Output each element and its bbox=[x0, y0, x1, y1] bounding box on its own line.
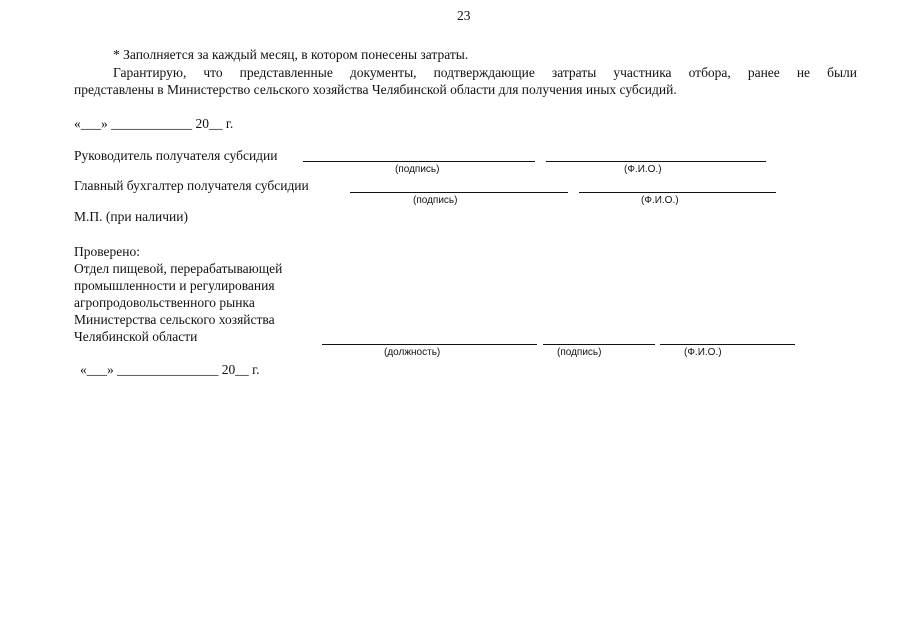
date-month: ____________ bbox=[111, 116, 193, 131]
guarantee-line-2: представлены в Министерство сельского хозяйства Челябинской области для получения иных субсидий. bbox=[74, 82, 677, 97]
date-year: 20__ bbox=[195, 116, 223, 131]
verifier-position-line bbox=[322, 344, 537, 345]
date-line-bottom bbox=[80, 362, 260, 378]
date-suffix: г. bbox=[225, 116, 234, 131]
accountant-signature-label: Главный бухгалтер получателя субсидии bbox=[74, 178, 309, 193]
date-day: «___» bbox=[74, 116, 108, 131]
date-year: 20__ bbox=[221, 362, 249, 377]
head-signature-line bbox=[303, 161, 535, 162]
accountant-name-caption: (Ф.И.О.) bbox=[641, 195, 679, 206]
date-suffix: г. bbox=[252, 362, 260, 377]
dept-line-5: Челябинской области bbox=[74, 329, 198, 344]
verifier-signature-caption: (подпись) bbox=[557, 347, 602, 358]
footnote: * Заполняется за каждый месяц, в котором понесены затраты. bbox=[113, 47, 469, 62]
verifier-name-caption: (Ф.И.О.) bbox=[684, 347, 722, 358]
date-day: «___» bbox=[80, 362, 114, 377]
dept-line-2: промышленности и регулирования bbox=[74, 278, 275, 293]
head-name-line bbox=[546, 161, 766, 162]
verified-title: Проверено: bbox=[74, 244, 141, 259]
head-signature-caption: (подпись) bbox=[395, 164, 440, 175]
date-line-top bbox=[74, 116, 233, 132]
stamp-note: М.П. (при наличии) bbox=[74, 209, 188, 224]
accountant-signature-caption: (подпись) bbox=[413, 195, 458, 206]
dept-line-3: агропродовольственного рынка bbox=[74, 295, 255, 310]
page-number: 23 bbox=[457, 8, 471, 23]
date-month: _______________ bbox=[117, 362, 219, 377]
verifier-name-line bbox=[660, 344, 795, 345]
verifier-position-caption: (должность) bbox=[384, 347, 441, 358]
accountant-signature-line bbox=[350, 192, 568, 193]
dept-line-1: Отдел пищевой, перерабатывающей bbox=[74, 261, 283, 276]
head-signature-label: Руководитель получателя субсидии bbox=[74, 148, 278, 163]
verifier-signature-line bbox=[543, 344, 655, 345]
dept-line-4: Министерства сельского хозяйства bbox=[74, 312, 275, 327]
head-name-caption: (Ф.И.О.) bbox=[624, 164, 662, 175]
accountant-name-line bbox=[579, 192, 776, 193]
guarantee-line-1: Гарантирую, что представленные документы, подтверждающие затраты участника отбора, ранее не были bbox=[113, 65, 857, 80]
